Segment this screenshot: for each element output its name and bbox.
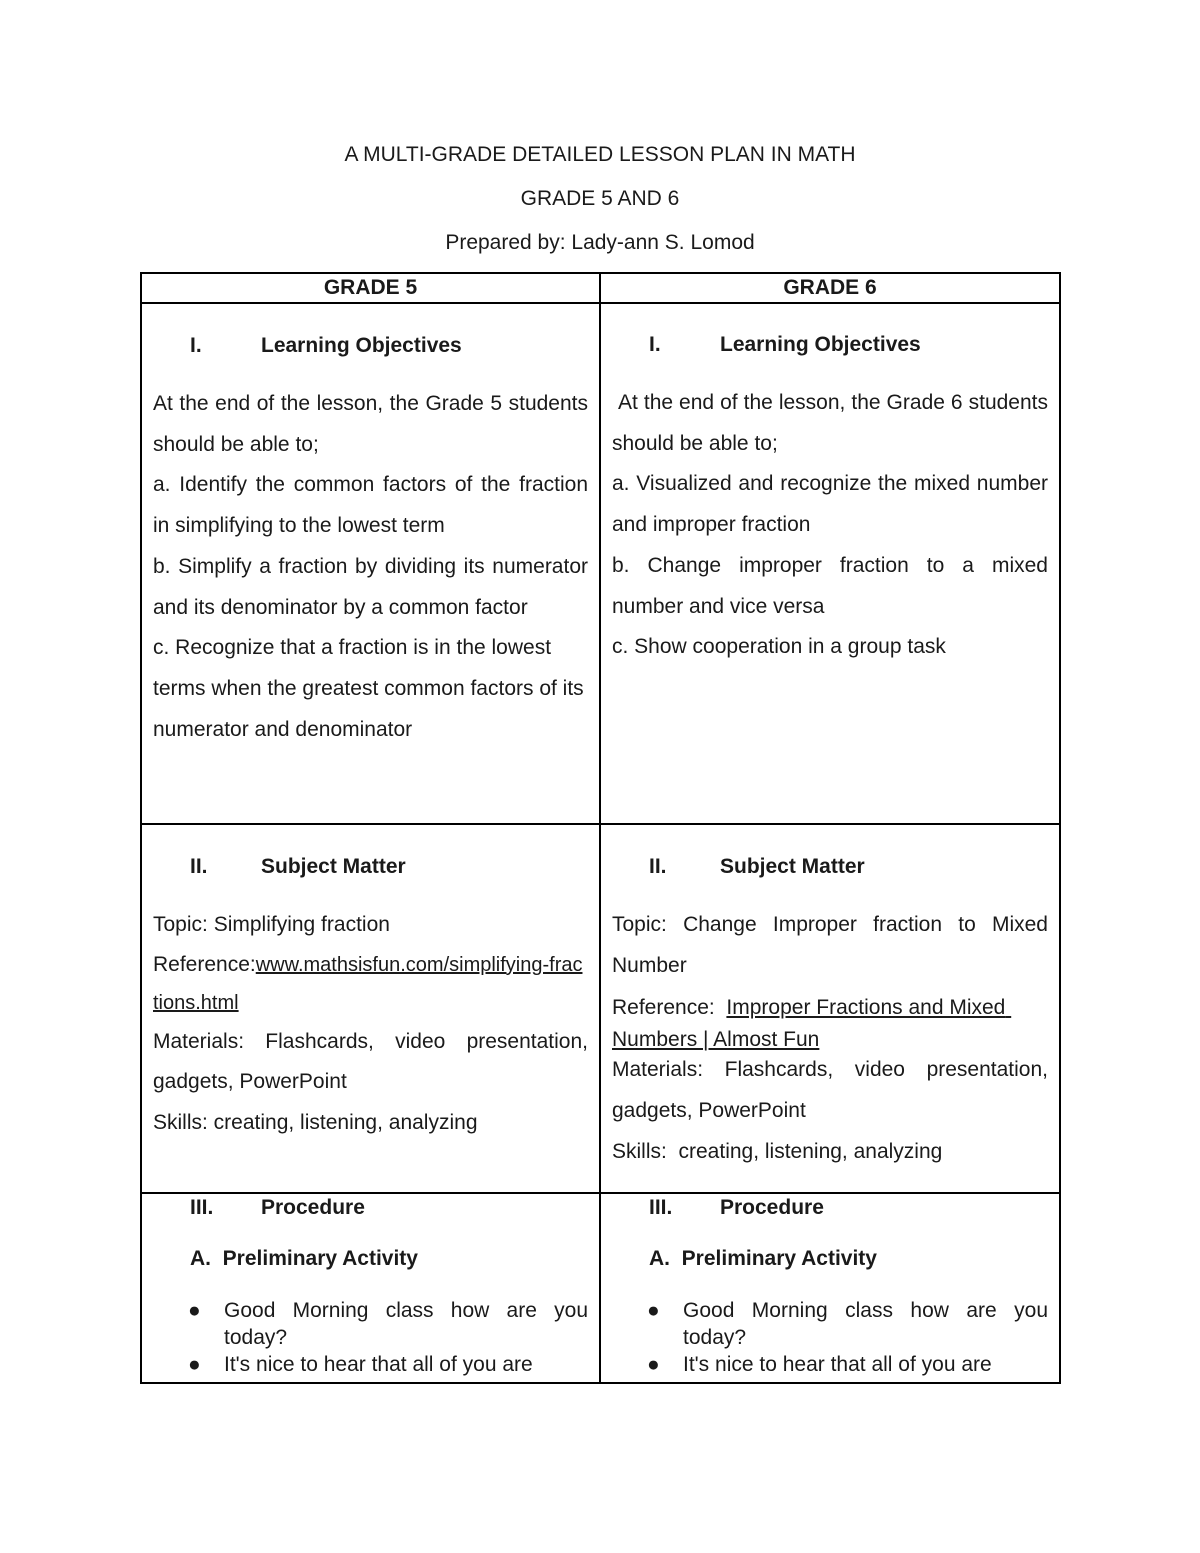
grade6-reference: Reference: Improper Fractions and Mixed Numbers | Almost Fun	[612, 996, 1012, 1052]
lesson-plan-table	[140, 272, 1061, 1384]
grade5-objectives-heading: I. Learning Objectives	[190, 334, 462, 357]
grade5-procedure-list	[153, 1297, 588, 1378]
grade6-objective-c: c. Show cooperation in a group task	[612, 635, 946, 659]
grade5-reference-link[interactable]: www.mathsisfun.com/simplifying-fractions.html	[153, 953, 583, 1014]
grade6-objective-b: b. Change improper fraction to a mixed number and vice versa	[612, 553, 1048, 618]
grade6-topic: Topic: Change Improper fraction to Mixed Number	[612, 913, 1048, 977]
grade6-objectives-heading: I. Learning Objectives	[649, 333, 921, 356]
grade5-objective-b: b. Simplify a fraction by dividing its numerator and its denominator by a common factor	[153, 554, 588, 619]
grade6-preliminary-activity: A. Preliminary Activity	[649, 1247, 877, 1270]
grade6-objective-a: a. Visualized and recognize the mixed number and improper fraction	[612, 472, 1048, 537]
grade5-objective-c: c. Recognize that a fraction is in the lowest terms when the greatest common factors of its numerator and denominator	[153, 636, 584, 741]
list-item: ● Good Morning class how are you today?	[647, 1299, 1048, 1349]
grade5-topic: Topic: Simplifying fraction	[153, 913, 390, 936]
grade5-materials: Materials: Flashcards, video presentation, gadgets, PowerPoint	[153, 1029, 588, 1094]
grade6-procedure-heading: III. Procedure	[649, 1196, 824, 1219]
grade5-column-header: GRADE 5	[141, 273, 600, 303]
list-item: ● Good Morning class how are you today?	[188, 1299, 588, 1349]
grade6-reference-link[interactable]: Improper Fractions and Mixed Numbers | Almost Fun	[612, 996, 1012, 1052]
grade5-objective-a: a. Identify the common factors of the fraction in simplifying to the lowest term	[153, 473, 588, 538]
grade6-procedure-cell	[600, 1193, 1060, 1383]
grade5-procedure-heading: III. Procedure	[190, 1196, 365, 1219]
list-item: ● It's nice to hear that all of you are	[188, 1353, 533, 1376]
grade5-subject-heading: II. Subject Matter	[190, 855, 406, 878]
grade5-subject-cell	[141, 824, 600, 1193]
grade5-skills: Skills: creating, listening, analyzing	[153, 1111, 478, 1135]
document-title: A MULTI-GRADE DETAILED LESSON PLAN IN MATH	[344, 143, 856, 166]
list-item: ● It's nice to hear that all of you are	[647, 1353, 992, 1376]
grade6-objectives-cell	[600, 303, 1060, 824]
grade6-objectives-intro: At the end of the lesson, the Grade 6 students should be able to;	[612, 391, 1054, 455]
grade5-reference: Reference:www.mathsisfun.com/simplifying-fractions.html	[153, 952, 583, 1014]
grade6-subject-cell	[600, 824, 1060, 1193]
grade6-materials: Materials: Flashcards, video presentation, gadgets, PowerPoint	[612, 1058, 1048, 1123]
grade-levels: GRADE 5 AND 6	[520, 187, 680, 210]
grade6-skills: Skills: creating, listening, analyzing	[612, 1139, 943, 1163]
grade6-column-header: GRADE 6	[600, 273, 1060, 303]
grade5-preliminary-activity: A. Preliminary Activity	[190, 1247, 418, 1270]
grade6-procedure-list	[612, 1297, 1048, 1378]
grade5-objectives-intro: At the end of the lesson, the Grade 5 students should be able to;	[153, 392, 588, 456]
grade6-subject-heading: II. Subject Matter	[649, 855, 865, 878]
grade5-procedure-cell	[141, 1193, 600, 1383]
prepared-by: Prepared by: Lady-ann S. Lomod	[445, 231, 755, 254]
grade5-objectives-cell	[141, 303, 600, 824]
